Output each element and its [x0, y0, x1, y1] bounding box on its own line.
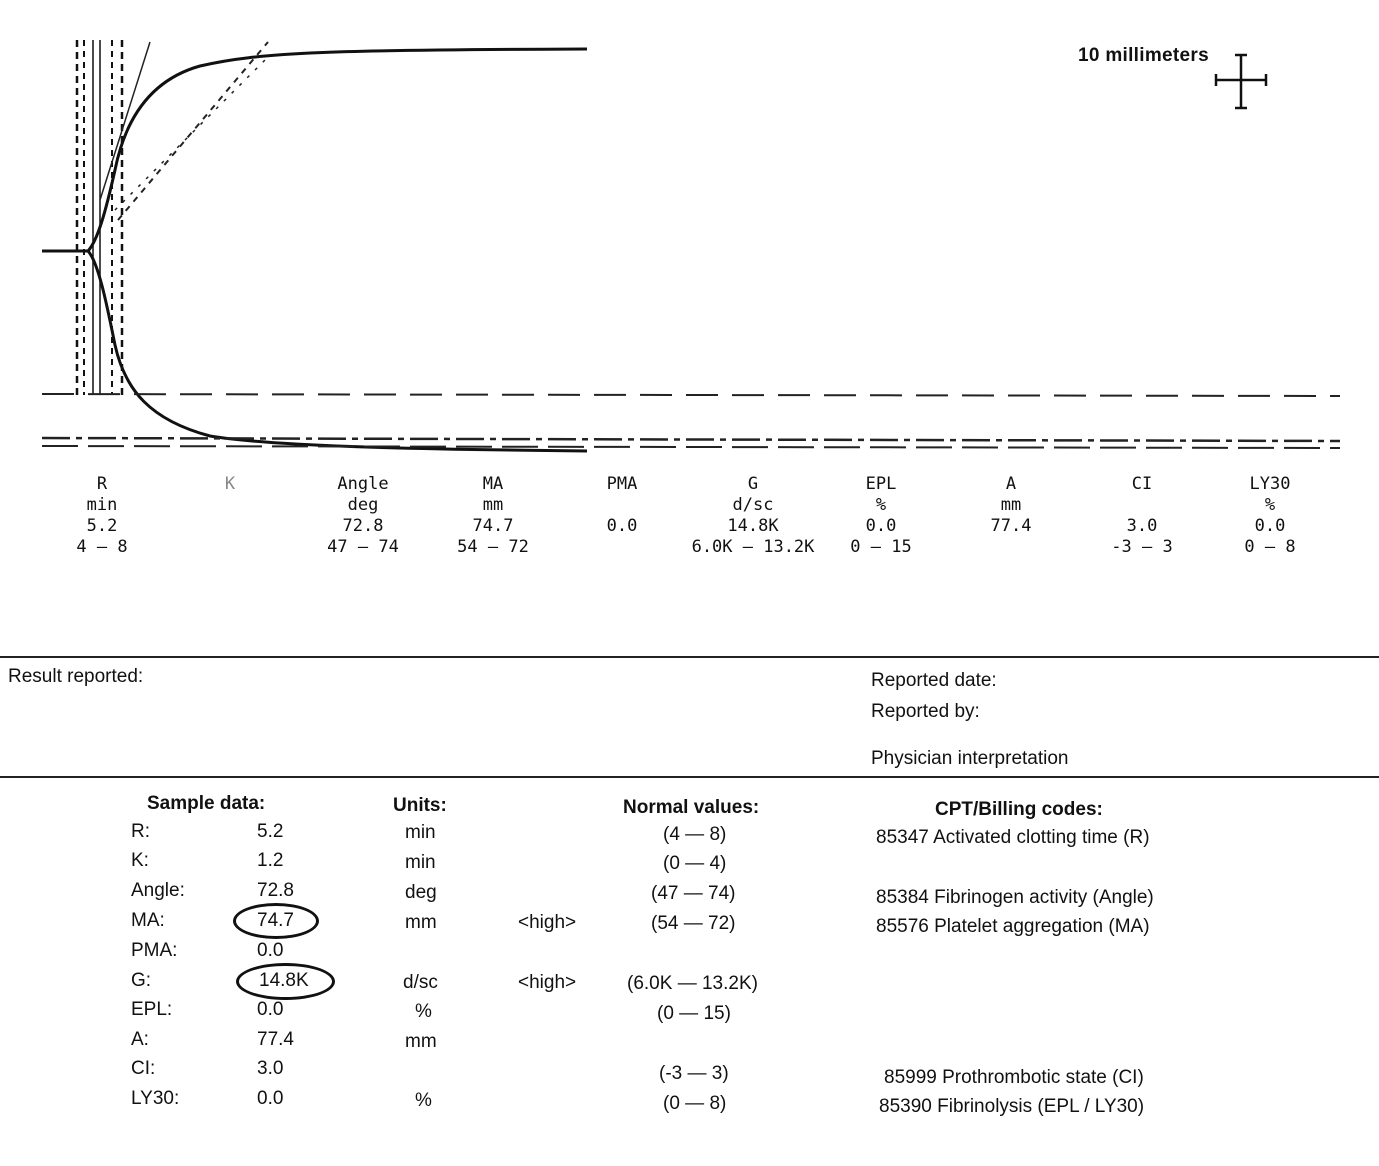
row-label: K: — [131, 850, 149, 871]
row-normal: (47 — 74) — [651, 883, 736, 904]
row-value: 77.4 — [257, 1029, 294, 1050]
row-unit: % — [415, 1090, 432, 1111]
row-cpt: 85390 Fibrinolysis (EPL / LY30) — [879, 1096, 1145, 1117]
row-cpt: 85999 Prothrombotic state (CI) — [884, 1067, 1144, 1088]
row-label: R: — [131, 821, 150, 842]
row-label: EPL: — [131, 999, 173, 1020]
row-label: Angle: — [131, 880, 185, 901]
param-pma: PMA 0.0 — [606, 474, 638, 536]
result-reported-label: Result reported: — [8, 666, 144, 687]
row-normal: (0 — 4) — [663, 853, 727, 874]
row-unit: d/sc — [403, 972, 438, 993]
row-value: 0.0 — [257, 940, 284, 961]
param-r: R min 5.2 4 — 8 — [76, 474, 128, 557]
row-unit: % — [415, 1001, 432, 1022]
row-label: A: — [131, 1029, 149, 1050]
row-label: CI: — [131, 1058, 156, 1079]
row-label: PMA: — [131, 940, 178, 961]
scale-marker — [1216, 55, 1266, 108]
physician-interpretation-label: Physician interpretation — [871, 748, 1069, 769]
row-unit: mm — [405, 912, 437, 933]
row-value: 74.7 — [257, 910, 294, 931]
tracing-lower — [88, 251, 587, 451]
row-cpt: 85576 Platelet aggregation (MA) — [876, 916, 1150, 937]
units-header: Units: — [393, 795, 447, 816]
row-value: 5.2 — [257, 821, 284, 842]
row-unit: min — [405, 822, 436, 843]
divider-bottom — [0, 776, 1379, 778]
row-normal: (54 — 72) — [651, 913, 736, 934]
row-value: 1.2 — [257, 850, 284, 871]
param-g: G d/sc 14.8K 6.0K — 13.2K — [691, 474, 815, 557]
row-unit: mm — [405, 1031, 437, 1052]
row-label: MA: — [131, 910, 165, 931]
row-value: 72.8 — [257, 880, 294, 901]
tracing-upper — [42, 49, 587, 251]
sample-data-header: Sample data: — [147, 793, 266, 814]
param-ly30: LY30 % 0.0 0 — 8 — [1244, 474, 1296, 557]
row-label: LY30: — [131, 1088, 180, 1109]
normal-values-header: Normal values: — [623, 797, 760, 818]
scale-label: 10 millimeters — [1078, 45, 1209, 66]
param-k: K — [224, 474, 236, 494]
row-value: 0.0 — [257, 999, 284, 1020]
row-flag: <high> — [518, 912, 577, 933]
highlight-circle — [233, 903, 319, 939]
row-cpt: 85384 Fibrinogen activity (Angle) — [876, 887, 1154, 908]
row-normal: (0 — 15) — [657, 1003, 731, 1024]
row-value: 0.0 — [257, 1088, 284, 1109]
row-normal: (-3 — 3) — [659, 1063, 729, 1084]
param-angle: Angle deg 72.8 47 — 74 — [327, 474, 399, 557]
divider-top — [0, 656, 1379, 658]
reported-date-label: Reported date: — [871, 670, 997, 691]
param-a: A mm 77.4 — [990, 474, 1032, 536]
row-flag: <high> — [518, 972, 577, 993]
parameter-strip — [0, 474, 1379, 574]
row-cpt: 85347 Activated clotting time (R) — [876, 827, 1150, 848]
row-normal: (0 — 8) — [663, 1093, 727, 1114]
row-label: G: — [131, 970, 152, 991]
row-value: 3.0 — [257, 1058, 284, 1079]
highlight-circle — [236, 963, 335, 1000]
param-ma: MA mm 74.7 54 — 72 — [457, 474, 529, 557]
cpt-header: CPT/Billing codes: — [935, 799, 1103, 820]
row-value: 14.8K — [259, 970, 309, 991]
teg-tracing — [0, 0, 1379, 470]
row-normal: (4 — 8) — [663, 824, 727, 845]
reported-by-label: Reported by: — [871, 701, 980, 722]
row-unit: min — [405, 852, 436, 873]
param-epl: EPL % 0.0 0 — 15 — [850, 474, 912, 557]
row-normal: (6.0K — 13.2K) — [627, 973, 758, 994]
param-ci: CI 3.0 -3 — 3 — [1111, 474, 1173, 557]
row-unit: deg — [405, 882, 437, 903]
